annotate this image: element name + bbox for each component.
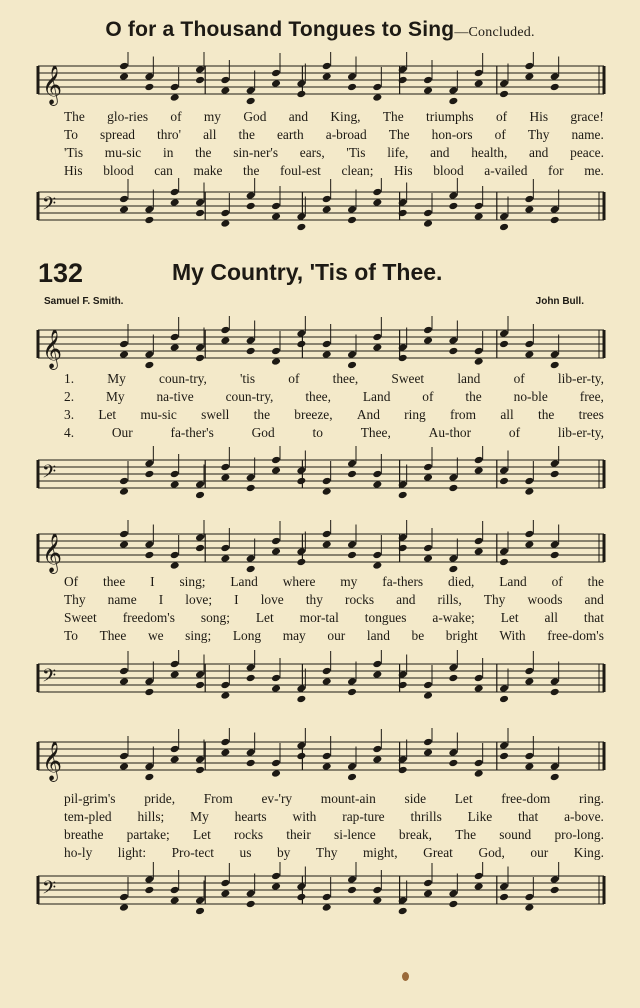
svg-text:𝄞: 𝄞 xyxy=(42,65,63,105)
lyric-line: tem-pled hills; My hearts with rap-ture thrills Like that a-bove. xyxy=(64,809,604,824)
lyric-line: 'Tis mu-sic in the sin-ner's ears, 'Tis life, and health, and peace. xyxy=(64,145,604,160)
lyric-line: ho-ly light: Pro-tect us by Thy might, Great God, our King. xyxy=(64,845,604,860)
concluded-bass-staff xyxy=(0,178,640,258)
lyric-line: 1. My coun-try, 'tis of thee, Sweet land of lib-er-ty, xyxy=(64,371,604,386)
lyric-line: Of thee I sing; Land where my fa-thers died, Land of the xyxy=(64,574,604,589)
svg-text:𝄢: 𝄢 xyxy=(42,462,57,487)
svg-text:𝄢: 𝄢 xyxy=(42,194,57,219)
composer-credit: John Bull. xyxy=(535,296,584,307)
svg-text:𝄞: 𝄞 xyxy=(42,533,63,573)
lyric-line: 2. My na-tive coun-try, thee, Land of the no-ble free, xyxy=(64,389,604,404)
top-title-suffix: —Concluded. xyxy=(454,25,535,40)
system1-bass-staff xyxy=(0,446,640,526)
lyric-line: Thy name I love; I love thy rocks and rills, Thy woods and xyxy=(64,592,604,607)
system2-bass-staff xyxy=(0,650,640,730)
lyric-line: pil-grim's pride, From ev-'ry mount-ain side Let free-dom ring. xyxy=(64,791,604,806)
hymn-number: 132 xyxy=(38,258,84,288)
lyric-line: 4. Our fa-ther's God to Thee, Au-thor of lib-er-ty, xyxy=(64,425,604,440)
lyric-line: breathe partake; Let rocks their si-lence break, The sound pro-long. xyxy=(64,827,604,842)
lyric-line: His blood can make the foul-est clean; His blood a-vailed for me. xyxy=(64,163,604,178)
system3-lyrics xyxy=(64,790,604,862)
concluded-lyrics xyxy=(64,108,604,180)
system2-lyrics xyxy=(64,573,604,645)
lyric-line: To spread thro' all the earth a-broad The hon-ors of Thy name. xyxy=(64,127,604,142)
hymn-title: My Country, 'Tis of Thee. xyxy=(172,259,443,285)
page-title xyxy=(0,18,640,42)
system3-bass-staff xyxy=(0,862,640,942)
top-title-text: O for a Thousand Tongues to Sing xyxy=(105,18,455,41)
svg-text:𝄞: 𝄞 xyxy=(42,329,63,369)
svg-text:𝄞: 𝄞 xyxy=(42,741,63,781)
lyric-line: The glo-ries of my God and King, The triumphs of His grace! xyxy=(64,109,604,124)
lyric-line: To Thee we sing; Long may our land be bright With free-dom's xyxy=(64,628,604,643)
lyric-line: Sweet freedom's song; Let mor-tal tongues a-wake; Let all that xyxy=(64,610,604,625)
author-credit: Samuel F. Smith. xyxy=(44,296,124,307)
lyric-line: 3. Let mu-sic swell the breeze, And ring from all the trees xyxy=(64,407,604,422)
paper-spot xyxy=(402,972,409,981)
system1-lyrics xyxy=(64,370,604,442)
svg-text:𝄢: 𝄢 xyxy=(42,878,57,903)
svg-text:𝄢: 𝄢 xyxy=(42,666,57,691)
